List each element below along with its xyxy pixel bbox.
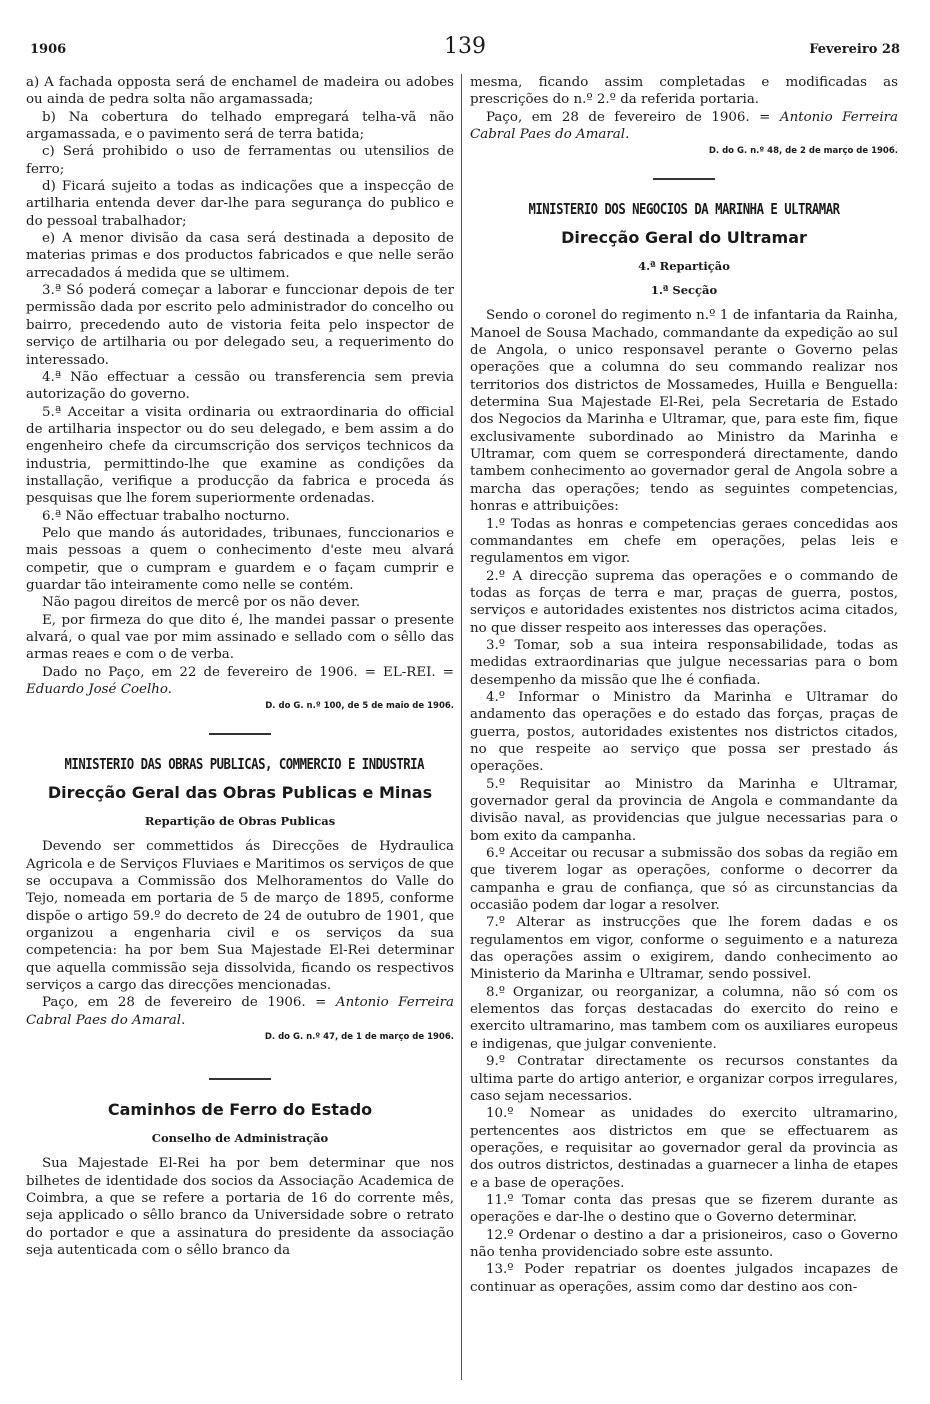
- department-heading: Direcção Geral das Obras Publicas e Minas: [47, 783, 433, 803]
- paragraph: Sua Majestade El-Rei ha por bem determinar que nos bilhetes de identidade dos socios da Associação Academica de Coimbra, a que se refere a portaria de 16 do corrente mês, seja applicado o sêllo branco da Universidade sobre o retrato do portador e que a assinatura do presidente da associação seja autenticada com o sêllo branco da: [26, 1156, 454, 1258]
- source-citation: D. do G. n.º 100, de 5 de maio de 1906.: [265, 701, 454, 712]
- paragraph: Pelo que mando ás autoridades, tribunaes, funccionarios e mais pessoas a quem o conhecimento d'este meu alvará competir, que o cumpram e guardem e o façam cumprir e guardar tão inteiramente como nelle se contém.: [26, 525, 454, 593]
- signature-name: Eduardo José Coelho.: [26, 682, 172, 698]
- paragraph: 8.º Organizar, ou reorganizar, a columna, não só com os elementos das forças destacadas do exercito do reino e exercito ultramarino, mas tambem com os auxiliares europeus e indigenas, que julgar conveniente.: [470, 984, 898, 1052]
- signature-line: [26, 994, 454, 1029]
- section-divider: [209, 733, 271, 735]
- department-heading: Direcção Geral do Ultramar: [561, 228, 807, 248]
- section-divider: [653, 178, 715, 180]
- subdepartment-heading: Repartição de Obras Publicas: [144, 814, 336, 829]
- paragraph: 2.º A direcção suprema das operações e o commando de todas as forças de terra e mar, praças de guerra, postos, serviços e autoridades existentes nos districtos acima citados, no que disser respeito aos interesses das operações.: [470, 568, 898, 636]
- signature-text: Paço, em 28 de fevereiro de 1906. =: [42, 995, 327, 1011]
- paragraph: Não pagou direitos de mercê por os não dever.: [42, 595, 361, 611]
- paragraph: a) A fachada opposta será de enchamel de madeira ou adobes ou ainda de pedra solta não argamassada;: [26, 75, 454, 108]
- section-divider: [209, 1078, 271, 1080]
- source-citation: D. do G. n.º 48, de 2 de março de 1906.: [708, 146, 898, 157]
- paragraph: 5.ª Acceitar a visita ordinaria ou extraordinaria do official de artilharia inspector ou do seu delegado, e bem assim a do engenheiro chefe da circumscrição dos serviços technicos da industria, permittindo-lhe que examine as condições da installação, verifique a producção da fabrica e proceda ás pesquisas que lhe forem superiormente ordenadas.: [26, 404, 454, 507]
- paragraph: b) Na cobertura do telhado empregará telha-vã não argamassada, e o pavimento será de terra batida;: [26, 109, 454, 143]
- paragraph: mesma, ficando assim completadas e modificadas as prescrições do n.º 2.º da referida portaria.: [470, 75, 898, 108]
- ministry-heading: MINISTERIO DAS OBRAS PUBLICAS, COMMERCIO E INDUSTRIA: [64, 755, 425, 774]
- paragraph: 3.ª Só poderá começar a laborar e funccionar depois de ter permissão dada por escrito pelo administrador do concelho ou bairro, precedendo auto de vistoria feita pelo inspector de serviço de artilharia ou por delegado seu, a requerimento do interessado.: [26, 283, 454, 368]
- left-column: [26, 74, 454, 1394]
- running-header: [30, 34, 900, 64]
- page-number: 139: [444, 34, 486, 59]
- paragraph: 6.ª Não effectuar trabalho nocturno.: [42, 508, 290, 524]
- subdepartment-heading: 4.ª Repartição: [638, 259, 730, 274]
- paragraph: E, por firmeza do que dito é, lhe mandei passar o presente alvará, o qual vae por mim assinado e sellado com o sêllo das armas reaes e com o de verba.: [26, 612, 454, 663]
- paragraph: 1.º Todas as honras e competencias geraes concedidas aos commandantes em chefe em operações, pelas leis e regulamentos em vigor.: [470, 516, 898, 567]
- department-heading: Caminhos de Ferro do Estado: [107, 1100, 373, 1120]
- paragraph: Sendo o coronel do regimento n.º 1 de infantaria da Rainha, Manoel de Sousa Machado, commandante da expedição ao sul de Angola, o unico responsavel perante o Governo pelas operações que a columna do seu commando realizar nos territorios dos districtos de Mossamedes, Huilla e Benguella: determina Sua Majestade El-Rei, pela Secretaria de Estado dos Negocios da Marinha e Ultramar, que, para este fim, fique exclusivamente subordinado ao Ministro da Marinha e Ultramar, com quem se corresponderá directamente, dando tambem conhecimento ao governador geral de Angola sobre a marcha das operações; tendo as seguintes competencias, honras e attribuições:: [470, 308, 898, 515]
- signature-name: Antonio Ferreira Cabral Paes do Amaral.: [470, 109, 898, 143]
- header-year: 1906: [30, 42, 67, 57]
- section-heading: 1.ª Secção: [650, 283, 718, 298]
- paragraph: Devendo ser commettidos ás Direcções de Hydraulica Agricola e de Serviços Fluviaes e Maritimos os serviços de que se occupava a Commissão dos Melhoramentos do Valle do Tejo, nomeada em portaria de 5 de março de 1895, conforme dispõe o artigo 59.º do decreto de 24 de outubro de 1901, que organizou a engenharia civil e os serviços da sua competencia: ha por bem Sua Majestade El-Rei determinar que aquella commissão seja dissolvida, ficando os respectivos serviços a cargo das direcções mencionadas.: [26, 839, 454, 994]
- header-date: Fevereiro 28: [809, 42, 900, 57]
- signature-text: Dado no Paço, em 22 de fevereiro de 1906. = EL-REI. =: [42, 664, 454, 680]
- paragraph: 10.º Nomear as unidades do exercito ultramarino, pertencentes aos districtos em que se effectuarem as operações, e requisitar ao governador geral da provincia as dos outros districtos, destinadas a guarnecer a linha de etapes e a base de operações.: [470, 1106, 898, 1191]
- right-column: [470, 74, 898, 1394]
- paragraph: 6.º Acceitar ou recusar a submissão dos sobas da região em que tiverem logar as operações, conforme o decorrer da campanha e grau de confiança, que só as circunstancias da occasião podem dar logar a resolver.: [470, 846, 898, 914]
- paragraph: 3.º Tomar, sob a sua inteira responsabilidade, todas as medidas extraordinarias que julgue necessarias para o bom desempenho da missão que lhe é confiada.: [470, 637, 898, 688]
- ministry-heading: MINISTERIO DOS NEGOCIOS DA MARINHA E ULTRAMAR: [528, 200, 840, 219]
- paragraph: 13.º Poder repatriar os doentes julgados incapazes de continuar as operações, assim como dar destino aos con-: [470, 1262, 898, 1295]
- column-divider: [461, 74, 462, 1380]
- signature-text: Paço, em 28 de fevereiro de 1906. =: [486, 109, 771, 125]
- paragraph: 5.º Requisitar ao Ministro da Marinha e Ultramar, governador geral da provincia de Angola e commandante da divisão naval, as providencias que julgue necessarias para o bom exito da campanha.: [470, 776, 898, 844]
- paragraph: 7.º Alterar as instrucções que lhe forem dadas e os regulamentos em vigor, conforme o seguimento e a natureza das operações assim o exigirem, dando conhecimento ao Ministerio da Marinha e Ultramar, sendo possivel.: [470, 915, 898, 983]
- paragraph: 4.ª Não effectuar a cessão ou transferencia sem previa autorização do governo.: [26, 369, 454, 403]
- paragraph: 4.º Informar o Ministro da Marinha e Ultramar do andamento das operações e do estado das forças, praças de guerra, postos, autoridades existentes nos districtos citados, no que respeite ao serviço que possa ser prestado ás operações.: [470, 689, 898, 775]
- subdepartment-heading: Conselho de Administração: [151, 1131, 329, 1146]
- paragraph: e) A menor divisão da casa será destinada a deposito de materias primas e dos productos fabricados e que nelle serão arrecadados á medida que se ultimem.: [26, 231, 454, 281]
- paragraph: c) Será prohibido o uso de ferramentas ou utensilios de ferro;: [26, 144, 454, 177]
- source-citation: D. do G. n.º 47, de 1 de março de 1906.: [264, 1032, 454, 1043]
- signature-line: [470, 109, 898, 144]
- signature-line: [26, 664, 454, 699]
- paragraph: 9.º Contratar directamente os recursos constantes da ultima parte do artigo anterior, e organizar corpos irregulares, caso sejam necessarios.: [470, 1054, 898, 1104]
- signature-name: Antonio Ferreira Cabral Paes do Amaral.: [26, 995, 454, 1028]
- paragraph: 12.º Ordenar o destino a dar a prisioneiros, caso o Governo não tenha providenciado sobre este assunto.: [470, 1227, 898, 1260]
- paragraph: d) Ficará sujeito a todas as indicações que a inspecção de artilharia entenda dever dar-lhe para segurança do publico e do pessoal trabalhador;: [26, 179, 454, 229]
- paragraph: 11.º Tomar conta das presas que se fizerem durante as operações e dar-lhe o destino que o Governo determinar.: [470, 1192, 898, 1226]
